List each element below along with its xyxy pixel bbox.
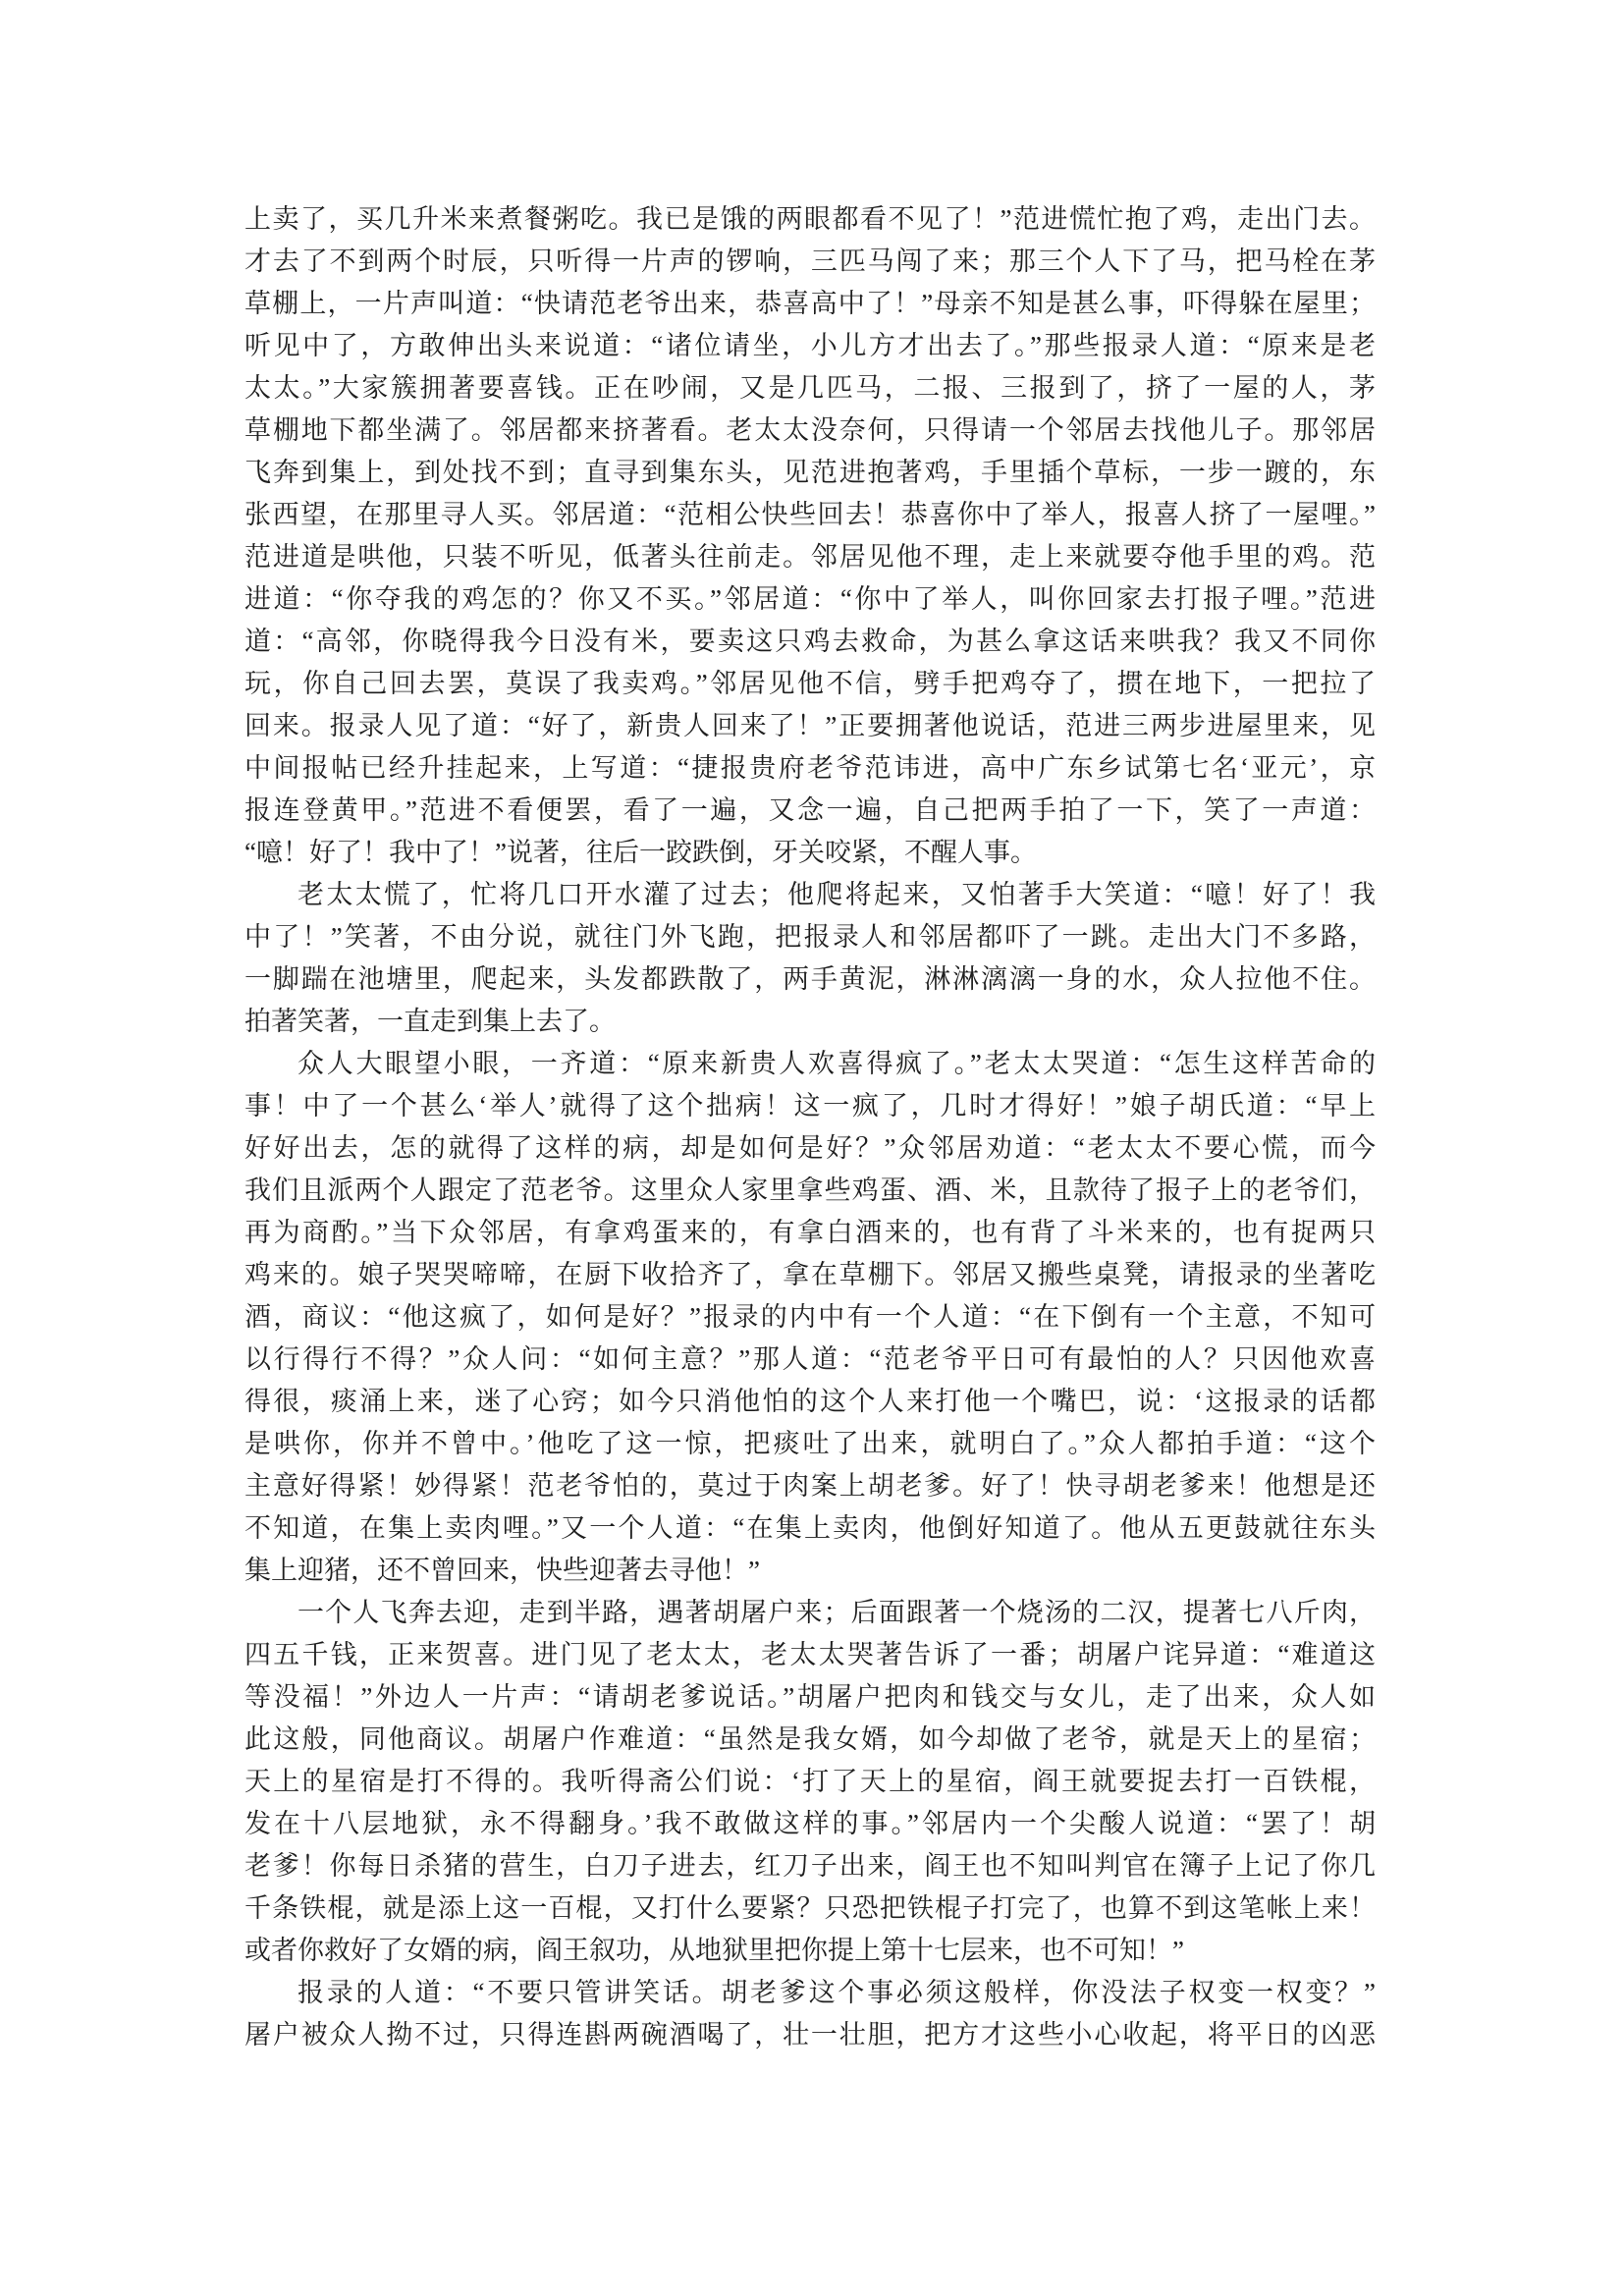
text-line: 天上的星宿是打不得的。我听得斋公们说：‘打了天上的星宿，阎王就要捉去打一百铁棍， bbox=[244, 1767, 1376, 1796]
text-line: 张西望，在那里寻人买。邻居道：“范相公快些回去！恭喜你中了举人，报喜人挤了一屋哩。” bbox=[244, 500, 1376, 529]
text-line: 中了！”笑著，不由分说，就往门外飞跑，把报录人和邻居都吓了一跳。走出大门不多路， bbox=[244, 922, 1376, 952]
text-line: 老爹！你每日杀猪的营生，白刀子进去，红刀子出来，阎王也不知叫判官在簿子上记了你几 bbox=[244, 1851, 1376, 1881]
text-line: 事！中了一个甚么‘举人’就得了这个拙病！这一疯了，几时才得好！”娘子胡氏道：“早上 bbox=[244, 1091, 1376, 1121]
text-line: 进道：“你夺我的鸡怎的？你又不买。”邻居道：“你中了举人，叫你回家去打报子哩。”范进 bbox=[244, 584, 1376, 614]
text-block bbox=[244, 198, 1376, 2056]
text-line: 回来。报录人见了道：“好了，新贵人回来了！”正要拥著他说话，范进三两步进屋里来，见 bbox=[244, 711, 1376, 740]
text-line: 等没福！”外边人一片声：“请胡老爹说话。”胡屠户把肉和钱交与女儿，走了出来，众人如 bbox=[244, 1682, 1376, 1712]
paragraph bbox=[244, 1043, 1376, 1592]
paragraph bbox=[244, 1592, 1376, 1972]
text-line: 报录的人道：“不要只管讲笑话。胡老爹这个事必须这般样，你没法子权变一权变？” bbox=[298, 1978, 1376, 2007]
text-line: 主意好得紧！妙得紧！范老爷怕的，莫过于肉案上胡老爹。好了！快寻胡老爹来！他想是还 bbox=[244, 1471, 1376, 1501]
text-line: 屠户被众人拗不过，只得连斟两碗酒喝了，壮一壮胆，把方才这些小心收起，将平日的凶恶 bbox=[244, 2020, 1376, 2050]
text-line: 草棚上，一片声叫道：“快请范老爷出来，恭喜高中了！”母亲不知是甚么事，吓得躲在屋里； bbox=[244, 289, 1376, 318]
text-line: 一个人飞奔去迎，走到半路，遇著胡屠户来；后面跟著一个烧汤的二汉，提著七八斤肉， bbox=[298, 1598, 1376, 1627]
text-line: 飞奔到集上，到处找不到；直寻到集东头，见范进抱著鸡，手里插个草标，一步一踱的，东 bbox=[244, 458, 1376, 487]
text-line: 才去了不到两个时辰，只听得一片声的锣响，三匹马闯了来；那三个人下了马，把马栓在茅 bbox=[244, 246, 1376, 276]
text-line: 玩，你自己回去罢，莫误了我卖鸡。”邻居见他不信，劈手把鸡夺了，掼在地下，一把拉了 bbox=[244, 669, 1376, 698]
text-line: 此这般，同他商议。胡屠户作难道：“虽然是我女婿，如今却做了老爷，就是天上的星宿； bbox=[244, 1724, 1376, 1754]
text-line: “噫！好了！我中了！”说著，往后一跤跌倒，牙关咬紧，不醒人事。 bbox=[244, 838, 1037, 867]
text-line: 或者你救好了女婿的病，阎王叙功，从地狱里把你提上第十七层来，也不可知！” bbox=[244, 1936, 1184, 1965]
text-line: 中间报帖已经升挂起来，上写道：“捷报贵府老爷范讳进，高中广东乡试第七名‘亚元’，京 bbox=[244, 753, 1376, 783]
text-line: 一脚踹在池塘里，爬起来，头发都跌散了，两手黄泥，淋淋漓漓一身的水，众人拉他不住。 bbox=[244, 964, 1376, 994]
text-line: 以行得行不得？”众人问：“如何主意？”那人道：“范老爷平日可有最怕的人？只因他欢喜 bbox=[244, 1344, 1376, 1374]
text-line: 集上迎猪，还不曾回来，快些迎著去寻他！” bbox=[244, 1556, 760, 1585]
paragraph bbox=[244, 198, 1376, 874]
text-line: 道：“高邻，你晓得我今日没有米，要卖这只鸡去救命，为甚么拿这话来哄我？我又不同你 bbox=[244, 627, 1376, 656]
text-line: 草棚地下都坐满了。邻居都来挤著看。老太太没奈何，只得请一个邻居去找他儿子。那邻居 bbox=[244, 415, 1376, 445]
paragraph bbox=[244, 874, 1376, 1043]
paragraph bbox=[244, 1972, 1376, 2056]
text-line: 不知道，在集上卖肉哩。”又一个人道：“在集上卖肉，他倒好知道了。他从五更鼓就往东头 bbox=[244, 1513, 1376, 1543]
text-line: 众人大眼望小眼，一齐道：“原来新贵人欢喜得疯了。”老太太哭道：“怎生这样苦命的 bbox=[298, 1049, 1376, 1078]
text-line: 我们且派两个人跟定了范老爷。这里众人家里拿些鸡蛋、酒、米，且款待了报子上的老爷们， bbox=[244, 1175, 1376, 1205]
text-line: 是哄你，你并不曾中。’他吃了这一惊，把痰吐了出来，就明白了。”众人都拍手道：“这个 bbox=[244, 1429, 1376, 1458]
text-line: 再为商酌。”当下众邻居，有拿鸡蛋来的，有拿白酒来的，也有背了斗米来的，也有捉两只 bbox=[244, 1218, 1376, 1247]
text-line: 报连登黄甲。”范进不看便罢，看了一遍，又念一遍，自己把两手拍了一下，笑了一声道： bbox=[244, 795, 1376, 825]
text-line: 上卖了，买几升米来煮餐粥吃。我已是饿的两眼都看不见了！”范进慌忙抱了鸡，走出门去。 bbox=[244, 204, 1376, 234]
text-line: 老太太慌了，忙将几口开水灌了过去；他爬将起来，又怕著手大笑道：“噫！好了！我 bbox=[298, 880, 1376, 909]
text-line: 千条铁棍，就是添上这一百棍，又打什么要紧？只恐把铁棍子打完了，也算不到这笔帐上来！ bbox=[244, 1893, 1376, 1923]
text-line: 范进道是哄他，只装不听见，低著头往前走。邻居见他不理，走上来就要夺他手里的鸡。范 bbox=[244, 542, 1376, 572]
text-line: 太太。”大家簇拥著要喜钱。正在吵闹，又是几匹马，二报、三报到了，挤了一屋的人，茅 bbox=[244, 373, 1376, 403]
text-line: 得很，痰涌上来，迷了心窍；如今只消他怕的这个人来打他一个嘴巴，说：‘这报录的话都 bbox=[244, 1387, 1376, 1416]
text-line: 鸡来的。娘子哭哭啼啼，在厨下收拾齐了，拿在草棚下。邻居又搬些桌凳，请报录的坐著吃 bbox=[244, 1260, 1376, 1289]
text-line: 拍著笑著，一直走到集上去了。 bbox=[244, 1007, 616, 1036]
text-line: 酒，商议：“他这疯了，如何是好？”报录的内中有一个人道：“在下倒有一个主意，不知可 bbox=[244, 1302, 1376, 1332]
text-line: 好好出去，怎的就得了这样的病，却是如何是好？”众邻居劝道：“老太太不要心慌，而今 bbox=[244, 1133, 1376, 1163]
text-line: 听见中了，方敢伸出头来说道：“诸位请坐，小儿方才出去了。”那些报录人道：“原来是老 bbox=[244, 331, 1376, 360]
text-line: 四五千钱，正来贺喜。进门见了老太太，老太太哭著告诉了一番；胡屠户诧异道：“难道这 bbox=[244, 1640, 1376, 1669]
text-line: 发在十八层地狱，永不得翻身。’我不敢做这样的事。”邻居内一个尖酸人说道：“罢了！胡 bbox=[244, 1809, 1376, 1838]
